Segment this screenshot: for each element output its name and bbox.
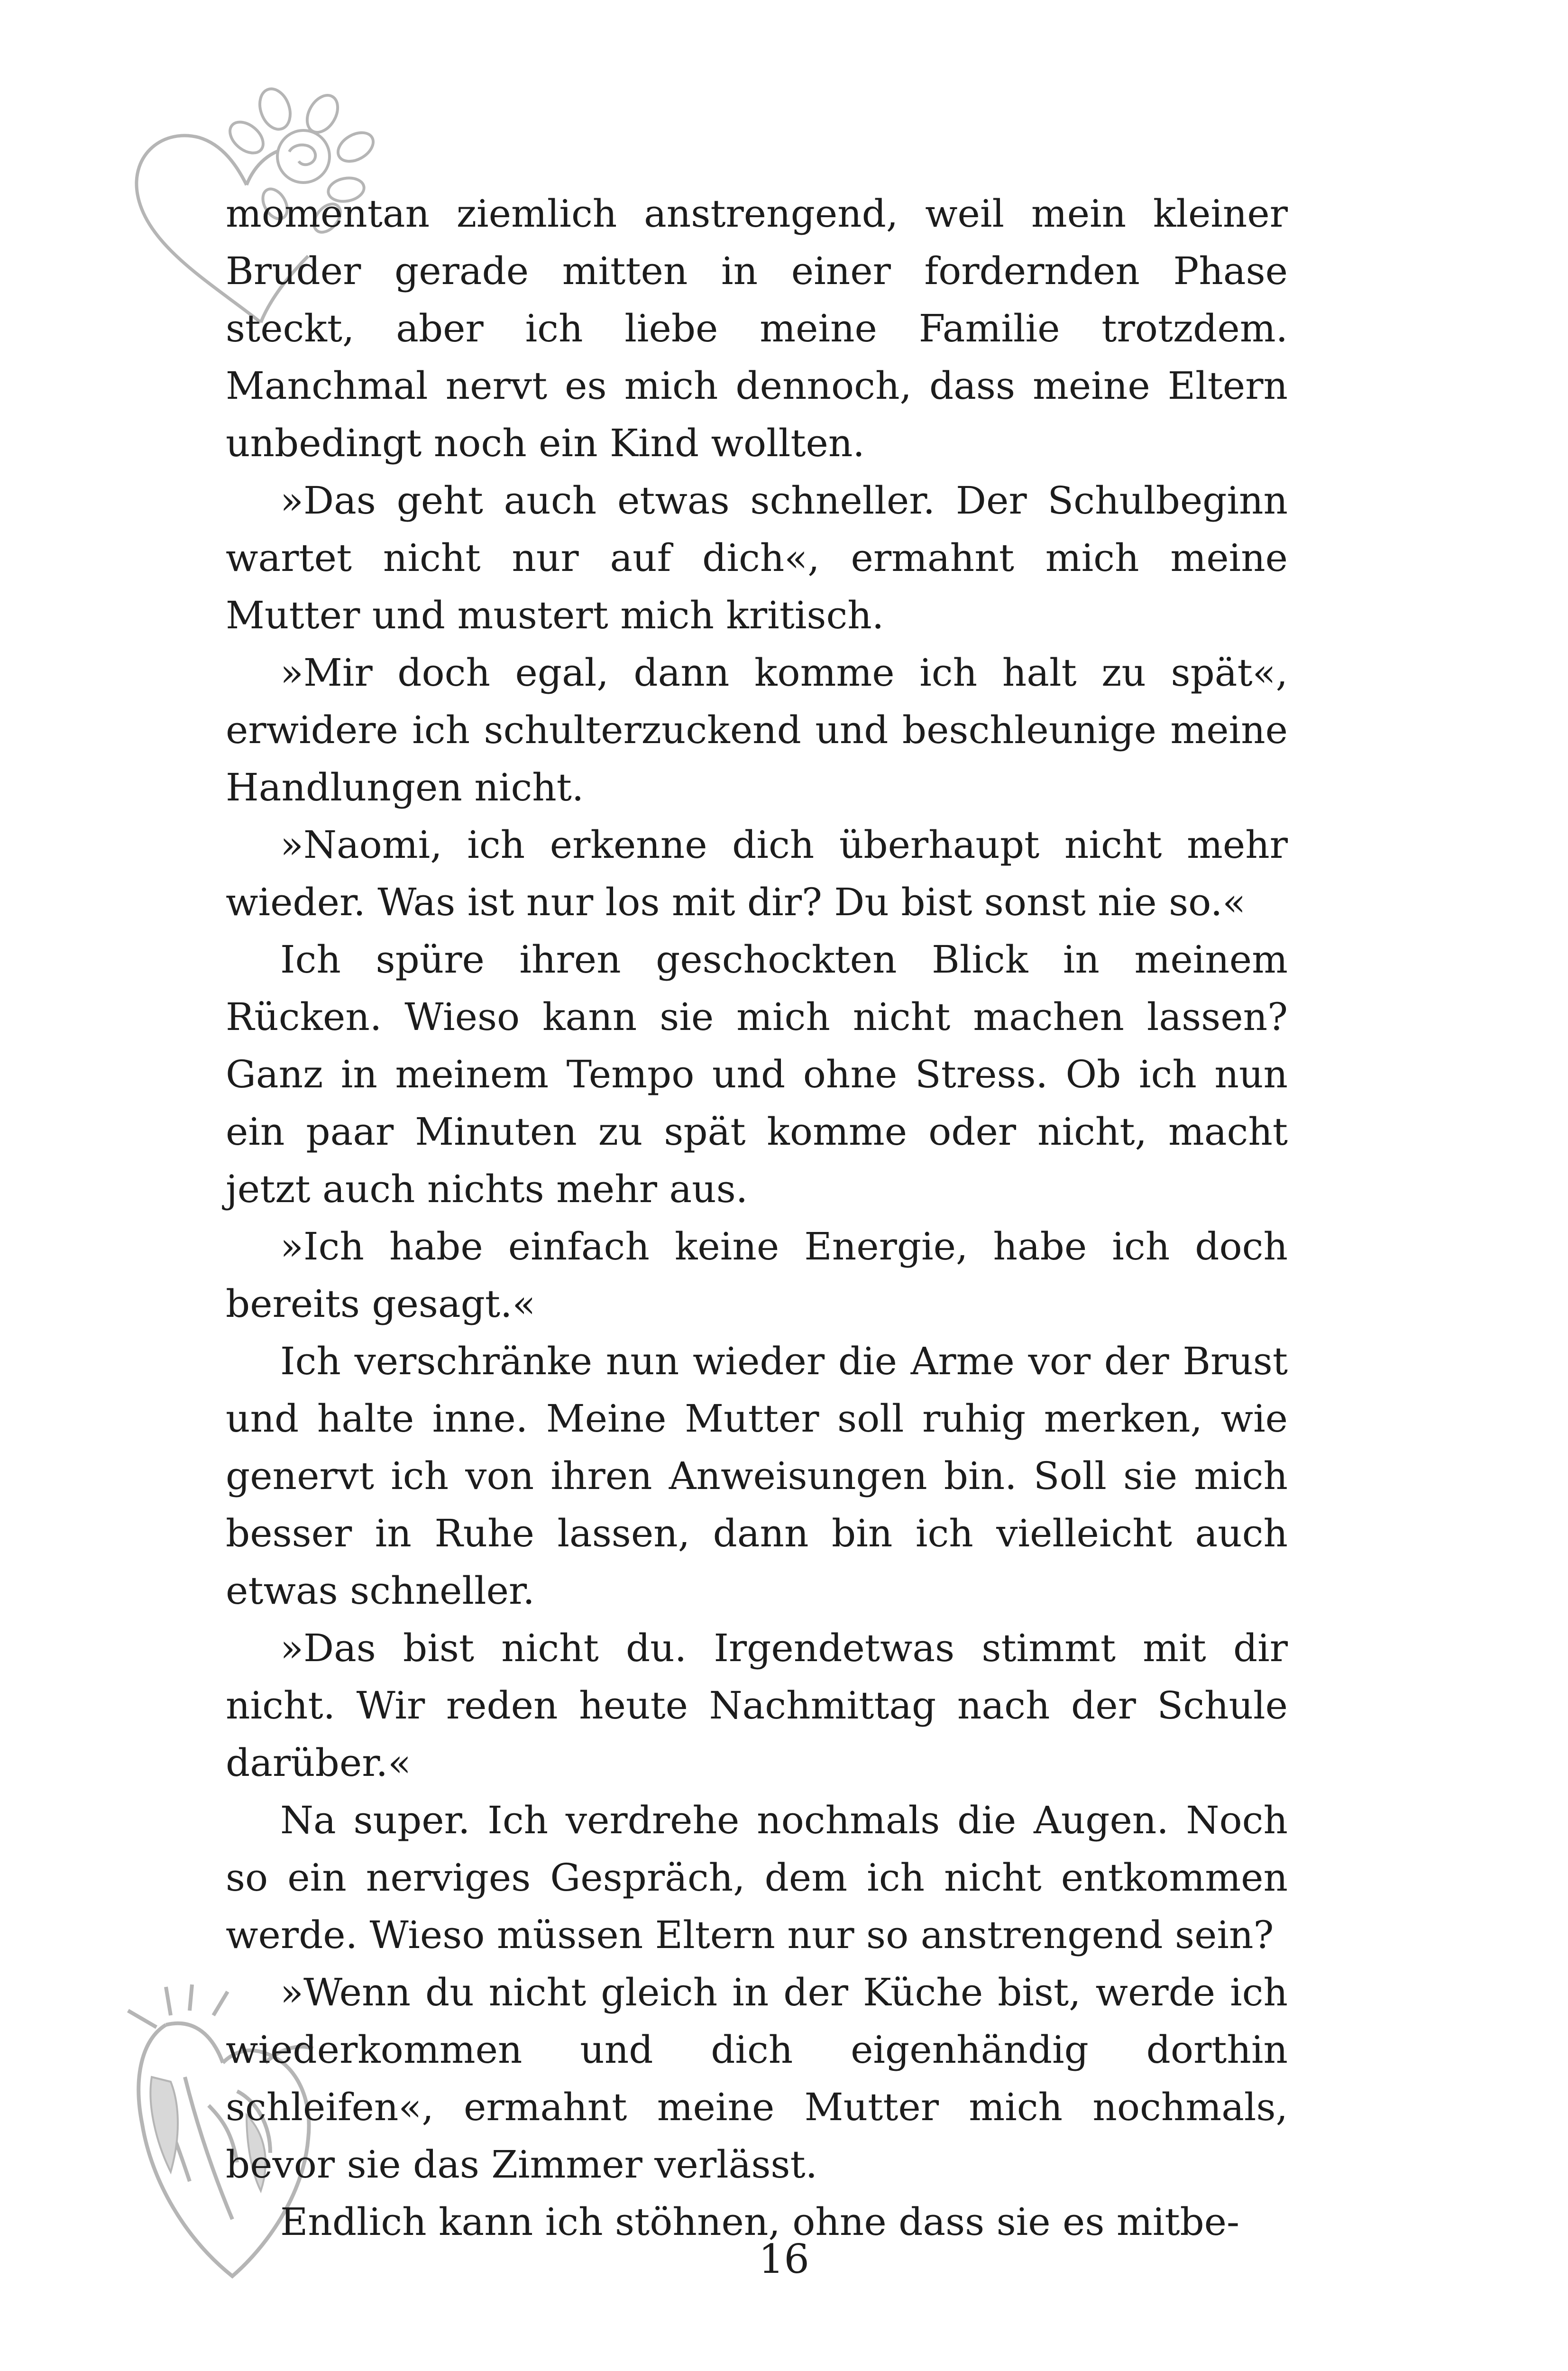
paragraph: »Das geht auch etwas schneller. Der Schulbeginn wartet nicht nur auf dich«, ermahnt mich meine Mutter und mustert mich kritisch. [226, 478, 1288, 637]
paragraph: »Das bist nicht du. Irgendetwas stimmt mit dir nicht. Wir reden heute Nachmittag nach der Schule darüber.« [226, 1626, 1288, 1785]
paragraph: »Ich habe einfach keine Energie, habe ich doch bereits gesagt.« [226, 1224, 1288, 1326]
paragraph: Ich spüre ihren geschockten Blick in meinem Rücken. Wieso kann sie mich nicht machen lassen? Ganz in meinem Tempo und ohne Stress. Ob ich nun ein paar Minuten zu spät komme oder nicht, macht jetzt auch nichts mehr aus. [226, 937, 1288, 1211]
paragraph: »Mir doch egal, dann komme ich halt zu spät«, erwidere ich schulterzuckend und beschleunige meine Handlungen nicht. [226, 651, 1288, 809]
paragraph: »Wenn du nicht gleich in der Küche bist, werde ich wiederkommen und dich eigenhändig dorthin schleifen«, ermahnt meine Mutter mich nochmals, bevor sie das Zimmer verlässt. [226, 1970, 1288, 2187]
paragraph: momentan ziemlich anstrengend, weil mein kleiner Bruder gerade mitten in einer fordernden Phase steckt, aber ich liebe meine Familie trotzdem. Manchmal nervt es mich dennoch, dass meine Eltern unbedingt noch ein Kind wollten. [226, 192, 1288, 465]
paragraph: Ich verschränke nun wieder die Arme vor der Brust und halte inne. Meine Mutter soll ruhig merken, wie genervt ich von ihren Anweisungen bin. Soll sie mich besser in Ruhe lassen, dann bin ich vielleicht auch etwas schneller. [226, 1339, 1288, 1613]
page-number: 16 [759, 2236, 809, 2282]
body-text [226, 185, 1288, 2251]
paragraph: »Naomi, ich erkenne dich überhaupt nicht mehr wieder. Was ist nur los mit dir? Du bist sonst nie so.« [226, 823, 1288, 924]
paragraph: Endlich kann ich stöhnen, ohne dass sie es mitbe- [280, 2200, 1240, 2244]
paragraph: Na super. Ich verdrehe nochmals die Augen. Noch so ein nerviges Gespräch, dem ich nicht entkommen werde. Wieso müssen Eltern nur so anstrengend sein? [226, 1798, 1288, 1957]
